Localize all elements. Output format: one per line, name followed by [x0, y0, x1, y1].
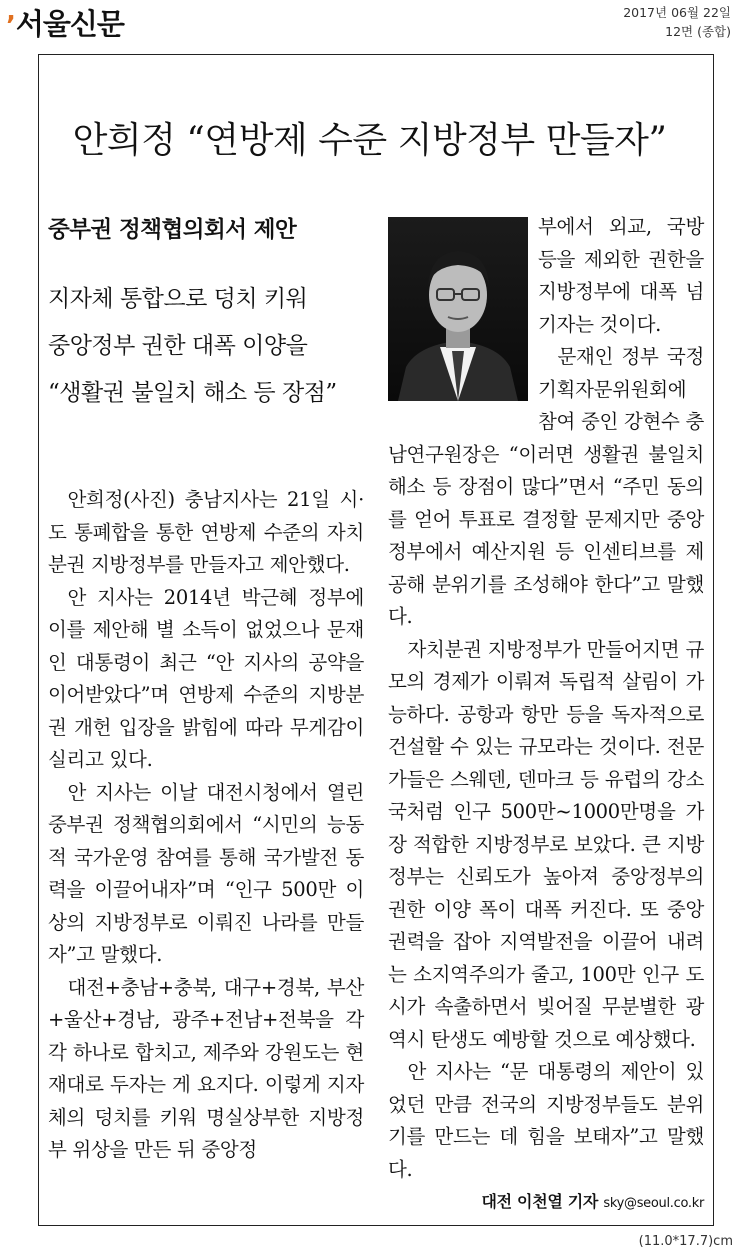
issue-meta	[623, 3, 731, 41]
issue-date: 2017년 06월 22일	[623, 5, 731, 20]
portrait-photo	[388, 217, 528, 401]
reporter-name: 대전 이천열 기자	[481, 1192, 599, 1211]
article-paragraph: 안 지사는 이날 대전시청에서 열린 중부권 정책협의회에서 “시민의 능동적 국가운영 참여를 통해 국가발전 동력을 이끌어내자”며 “인구 500만 이상의 지방정부로 이뤄진 나라를 만들자”고 말했다.	[48, 780, 364, 966]
subhead-primary: 중부권 정책협의회서 제안	[48, 217, 297, 243]
masthead	[0, 0, 739, 48]
subheads	[48, 212, 378, 417]
logo-text: 서울신문	[15, 7, 124, 41]
byline	[388, 1186, 704, 1221]
logo-mark: ’	[6, 11, 15, 41]
subhead-line: 중앙정부 권한 대폭 이양을	[48, 333, 308, 359]
article-paragraph: 자치분권 지방정부가 만들어지면 규모의 경제가 이뤄져 독립적 살림이 가능하다. 공항과 항만 등을 독자적으로 건설할 수 있는 규모라는 것이다. 전문가들은 스웨덴, 덴마크 등 유럽의 강소국처럼 인구 500만~1000만명을 가장 적합한 지방정부로 보았다. 큰 지방정부는 신뢰도가 높아져 중앙정부의 권한 이양 폭이 대폭 커진다. 또 중앙권력을 잡아 지역발전을 이끌어 내려는 소지역주의가 줄고, 100만 인구 도시가 속출하면서 빚어질 무분별한 광역시 탄생도 예방할 것으로 예상했다.	[388, 637, 704, 1051]
article-paragraph: 부에서 외교, 국방 등을 제외한 권한을 지방정부에 대폭 넘기자는 것이다.	[538, 215, 704, 336]
article-column-left	[48, 484, 364, 1167]
subhead-line: “생활권 불일치 해소 등 장점”	[48, 380, 337, 406]
article-paragraph: 대전+충남+충북, 대구+경북, 부산+울산+경남, 광주+전남+전북을 각각 하나로 합치고, 제주와 강원도는 현재대로 두자는 게 요지다. 이렇게 지자체의 덩치를 키워 명실상부한 지방정부 위상을 만든 뒤 중앙정	[48, 975, 364, 1161]
reporter-email: sky@seoul.co.kr	[603, 1196, 704, 1211]
article-paragraph: 문재인 정부 국정기획자문위원회에 참여 중인 강현수 충남연구원장은 “이러면 생활권 불일치 해소 등 장점이 많다”면서 “주민 동의를 얻어 투표로 결정할 문제지만 중앙정부에서 예산지원 등 인센티브를 제공해 분위기를 조성해야 한다”고 말했다.	[388, 345, 704, 628]
portrait-illustration	[388, 217, 528, 401]
newspaper-logo	[6, 2, 124, 43]
article-paragraph: 안 지사는 2014년 박근혜 정부에 이를 제안해 별 소득이 없었으나 문재인 대통령이 최근 “안 지사의 공약을 이어받았다”며 연방제 수준의 지방분권 개헌 입장을 밝힘에 따라 무게감이 실리고 있다.	[48, 585, 364, 771]
headline: 안희정 “연방제 수준 지방정부 만들자”	[72, 120, 667, 161]
article-column-right	[388, 211, 704, 1221]
article-paragraph: 안희정(사진) 충남지사는 21일 시·도 통폐합을 통한 연방제 수준의 자치분권 지방정부를 만들자고 제안했다.	[48, 488, 364, 576]
size-note: (11.0*17.7)cm	[638, 1234, 733, 1249]
page-number: 12면 (종합)	[665, 24, 731, 39]
article-paragraph: 안 지사는 “문 대통령의 제안이 있었던 만큼 전국의 지방정부들도 분위기를 만드는 데 힘을 보태자”고 말했다.	[388, 1060, 704, 1181]
subhead-line: 지자체 통합으로 덩치 키워	[48, 286, 308, 312]
